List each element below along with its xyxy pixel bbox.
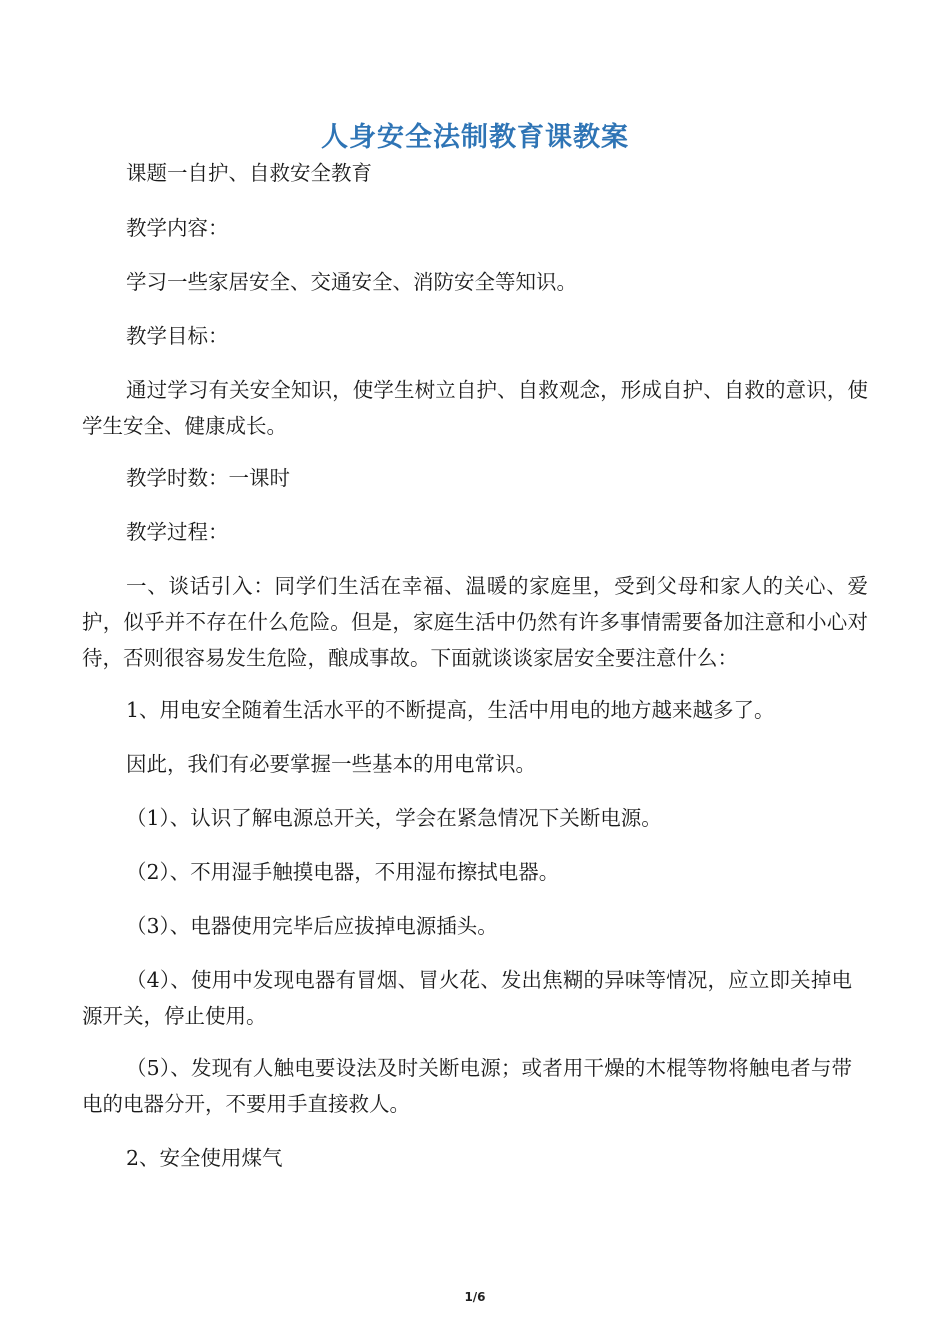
paragraph-electricity-basics: 因此，我们有必要掌握一些基本的用电常识。: [126, 752, 536, 776]
paragraph-goal: 通过学习有关安全知识，使学生树立自护、自救观念，形成自护、自救的意识，使学生安全、健康成长。: [82, 378, 868, 438]
paragraph-content: 学习一些家居安全、交通安全、消防安全等知识。: [126, 270, 577, 294]
paragraph-process-heading: 教学过程：: [126, 520, 229, 544]
paragraph-content-heading: 教学内容：: [126, 216, 229, 240]
page-title: 人身安全法制教育课教案: [321, 122, 629, 154]
paragraph-gas-safety: 2、安全使用煤气: [126, 1146, 283, 1170]
paragraph-item-5: （5）、发现有人触电要设法及时关断电源；或者用干燥的木棍等物将触电者与带电的电器分开，不要用手直接救人。: [82, 1056, 852, 1116]
paragraph-item-3: （3）、电器使用完毕后应拔掉电源插头。: [126, 914, 498, 938]
paragraph-item-2: （2）、不用湿手触摸电器，不用湿布擦拭电器。: [126, 860, 560, 884]
paragraph-duration: 教学时数：一课时: [126, 466, 290, 490]
page-number: 1/6: [464, 1290, 486, 1304]
paragraph-item-4: （4）、使用中发现电器有冒烟、冒火花、发出焦糊的异味等情况，应立即关掉电源开关，停止使用。: [82, 968, 852, 1028]
paragraph-item-1: （1）、认识了解电源总开关，学会在紧急情况下关断电源。: [126, 806, 662, 830]
paragraph-introduction: 一、谈话引入：同学们生活在幸福、温暖的家庭里，受到父母和家人的关心、爱护，似乎并不存在什么危险。但是，家庭生活中仍然有许多事情需要备加注意和小心对待，否则很容易发生危险，酿成事故。下面就谈谈家居安全要注意什么：: [82, 574, 868, 670]
paragraph-goal-heading: 教学目标：: [126, 324, 229, 348]
paragraph-electricity: 1、用电安全随着生活水平的不断提高，生活中用电的地方越来越多了。: [126, 698, 775, 722]
paragraph-topic: 课题一自护、自救安全教育: [126, 161, 372, 185]
